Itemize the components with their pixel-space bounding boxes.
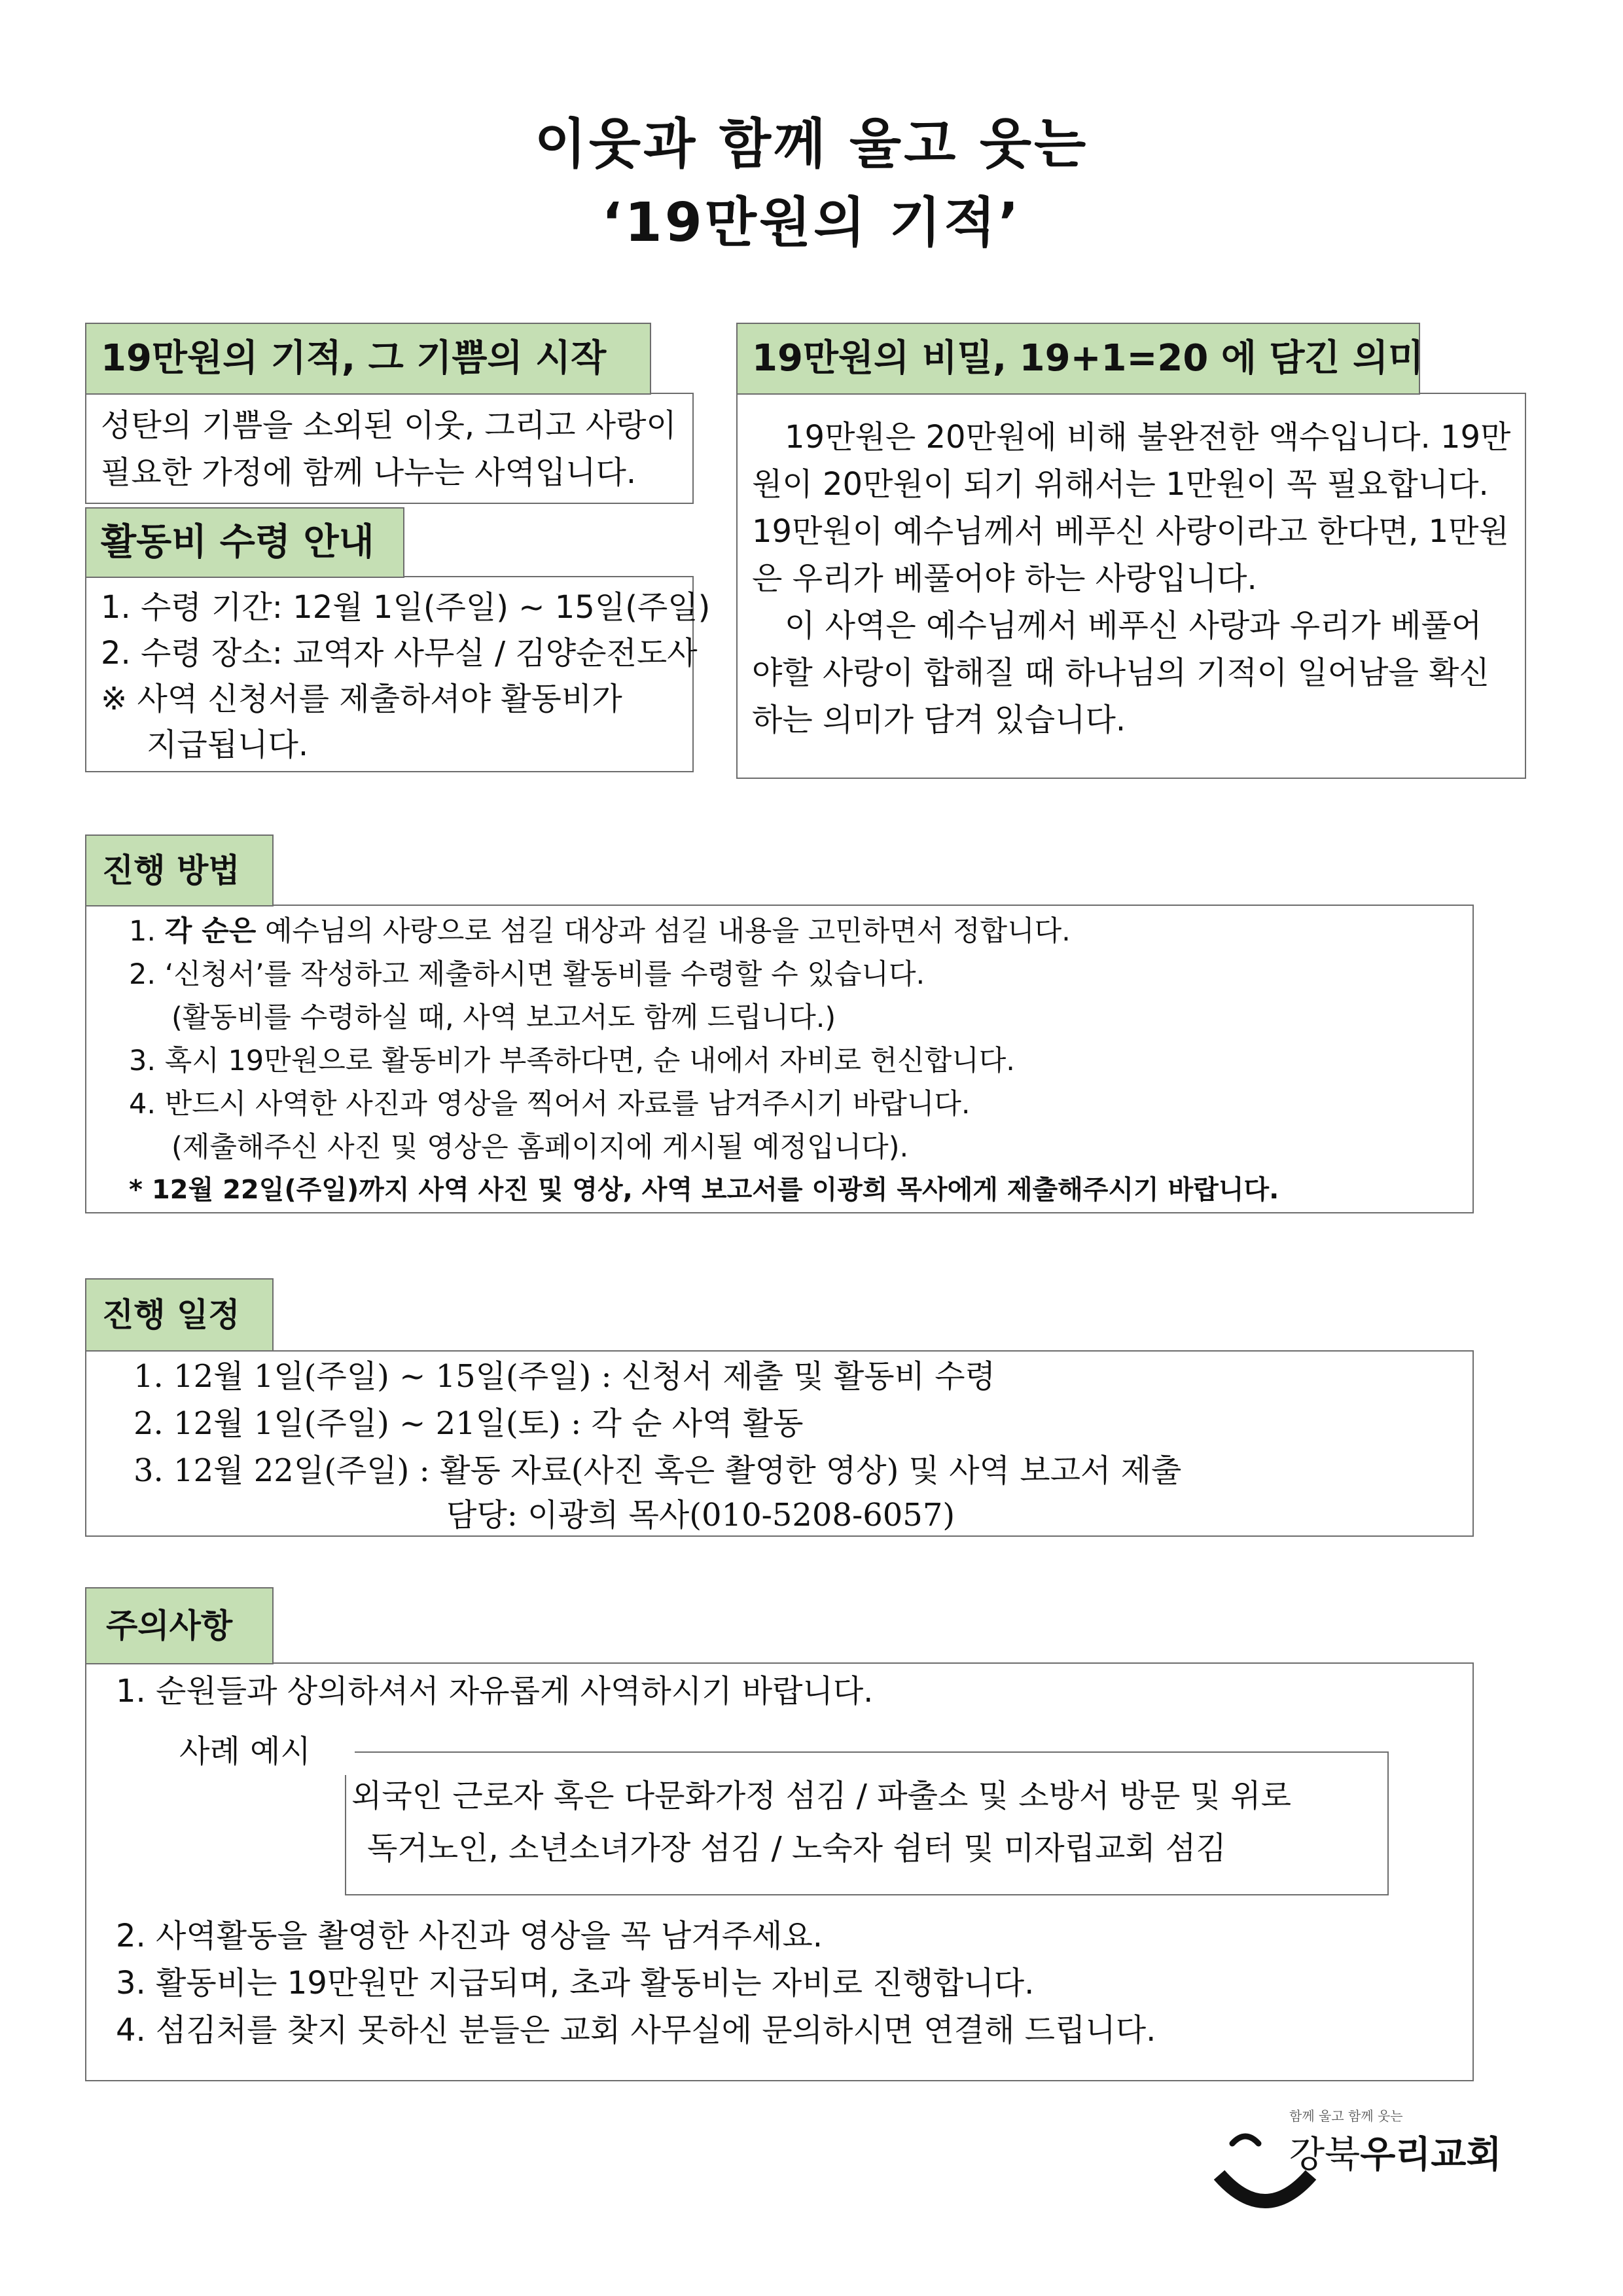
notes-item: 4. 섬김처를 찾지 못하신 분들은 교회 사무실에 문의하시면 연결해 드립니다.: [116, 2012, 1156, 2049]
logo-name: [1289, 2134, 1502, 2176]
fund-line: 지급됩니다.: [147, 726, 309, 763]
method-item: [129, 915, 1071, 948]
secret-line: 야할 사랑이 합해질 때 하나님의 기적이 일어남을 확신: [752, 655, 1489, 691]
fund-line: 2. 수령 장소: 교역자 사무실 / 김양순전도사: [101, 635, 698, 672]
logo-name-bold: 우리교회: [1360, 2134, 1502, 2176]
logo-name-light: 강북: [1289, 2134, 1361, 2176]
method-item-number: 1.: [129, 915, 165, 948]
method-note: (제출해주신 사진 및 영상은 홈페이지에 게시될 예정입니다).: [171, 1131, 909, 1164]
secret-line: 하는 의미가 담겨 있습니다.: [752, 702, 1126, 738]
schedule-item: 3. 12월 22일(주일) : 활동 자료(사진 혹은 촬영한 영상) 및 사역 보고서 제출: [134, 1452, 1182, 1489]
fund-header: 활동비 수령 안내: [85, 507, 404, 578]
joy-header: 19만원의 기적, 그 기쁨의 시작: [85, 323, 651, 395]
secret-line: 19만원은 20만원에 비해 불완전한 액수입니다. 19만: [785, 419, 1511, 456]
schedule-contact: 담당: 이광희 목사(010-5208-6057): [446, 1497, 955, 1534]
notes-box: [85, 1662, 1474, 2081]
notes-item: 3. 활동비는 19만원만 지급되며, 초과 활동비는 자비로 진행합니다.: [116, 1965, 1035, 2001]
page-title-line2: ‘19만원의 기적’: [601, 192, 1022, 254]
joy-line: 필요한 가정에 함께 나누는 사역입니다.: [101, 454, 637, 491]
example-label: 사례 예시: [179, 1733, 311, 1770]
schedule-item: 2. 12월 1일(주일) ~ 21일(토) : 각 순 사역 활동: [134, 1405, 804, 1442]
method-box: [85, 905, 1474, 1213]
schedule-item: 1. 12월 1일(주일) ~ 15일(주일) : 신청서 제출 및 활동비 수령: [134, 1358, 995, 1395]
schedule-box: [85, 1350, 1474, 1537]
schedule-header: 진행 일정: [85, 1278, 274, 1352]
example-line: 독거노인, 소년소녀가장 섬김 / 노숙자 쉼터 및 미자립교회 섬김: [367, 1830, 1226, 1867]
method-item-bold: 각 순은: [164, 915, 257, 948]
notes-item: 2. 사역활동을 촬영한 사진과 영상을 꼭 남겨주세요.: [116, 1918, 823, 1954]
fund-line: 1. 수령 기간: 12월 1일(주일) ~ 15일(주일): [101, 589, 711, 626]
method-header: 진행 방법: [85, 834, 274, 906]
example-frame: [345, 1751, 1389, 1895]
logo-tagline: 함께 울고 함께 웃는: [1289, 2108, 1403, 2124]
notes-header: 주의사항: [85, 1587, 274, 1664]
method-item: 2. ‘신청서’를 작성하고 제출하시면 활동비를 수령할 수 있습니다.: [129, 958, 925, 991]
joy-line: 성탄의 기쁨을 소외된 이웃, 그리고 사랑이: [101, 407, 677, 444]
secret-line: 은 우리가 베풀어야 하는 사랑입니다.: [752, 560, 1257, 597]
fund-box: [85, 576, 711, 772]
fund-line: ※ 사역 신청서를 제출하셔야 활동비가: [101, 681, 622, 717]
secret-header: 19만원의 비밀, 19+1=20 에 담긴 의미: [736, 323, 1420, 395]
example-line: 외국인 근로자 혹은 다문화가정 섬김 / 파출소 및 소방서 방문 및 위로: [351, 1778, 1291, 1814]
secret-box: [736, 393, 1526, 779]
method-item: 4. 반드시 사역한 사진과 영상을 찍어서 자료를 남겨주시기 바랍니다.: [129, 1088, 971, 1121]
method-note: (활동비를 수령하실 때, 사역 보고서도 함께 드립니다.): [171, 1001, 836, 1034]
example-frame-gap: [335, 1736, 355, 1775]
joy-box: [85, 393, 694, 504]
method-item: 3. 혹시 19만원으로 활동비가 부족하다면, 순 내에서 자비로 헌신합니다.: [129, 1045, 1015, 1077]
notes-item: 1. 순원들과 상의하셔서 자유롭게 사역하시기 바랍니다.: [116, 1673, 874, 1710]
method-item-text: 예수님의 사랑으로 섬길 대상과 섬길 내용을 고민하면서 정합니다.: [256, 915, 1071, 948]
page-title-line1: 이웃과 함께 울고 웃는: [534, 113, 1089, 175]
secret-line: 원이 20만원이 되기 위해서는 1만원이 꼭 필요합니다.: [752, 466, 1489, 503]
secret-line: 이 사역은 예수님께서 베푸신 사랑과 우리가 베풀어: [785, 607, 1482, 644]
secret-line: 19만원이 예수님께서 베푸신 사랑이라고 한다면, 1만원: [752, 513, 1509, 550]
church-logo: [1214, 2104, 1502, 2209]
method-deadline: * 12월 22일(주일)까지 사역 사진 및 영상, 사역 보고서를 이광희 목사에게 제출해주시기 바랍니다.: [129, 1175, 1279, 1205]
